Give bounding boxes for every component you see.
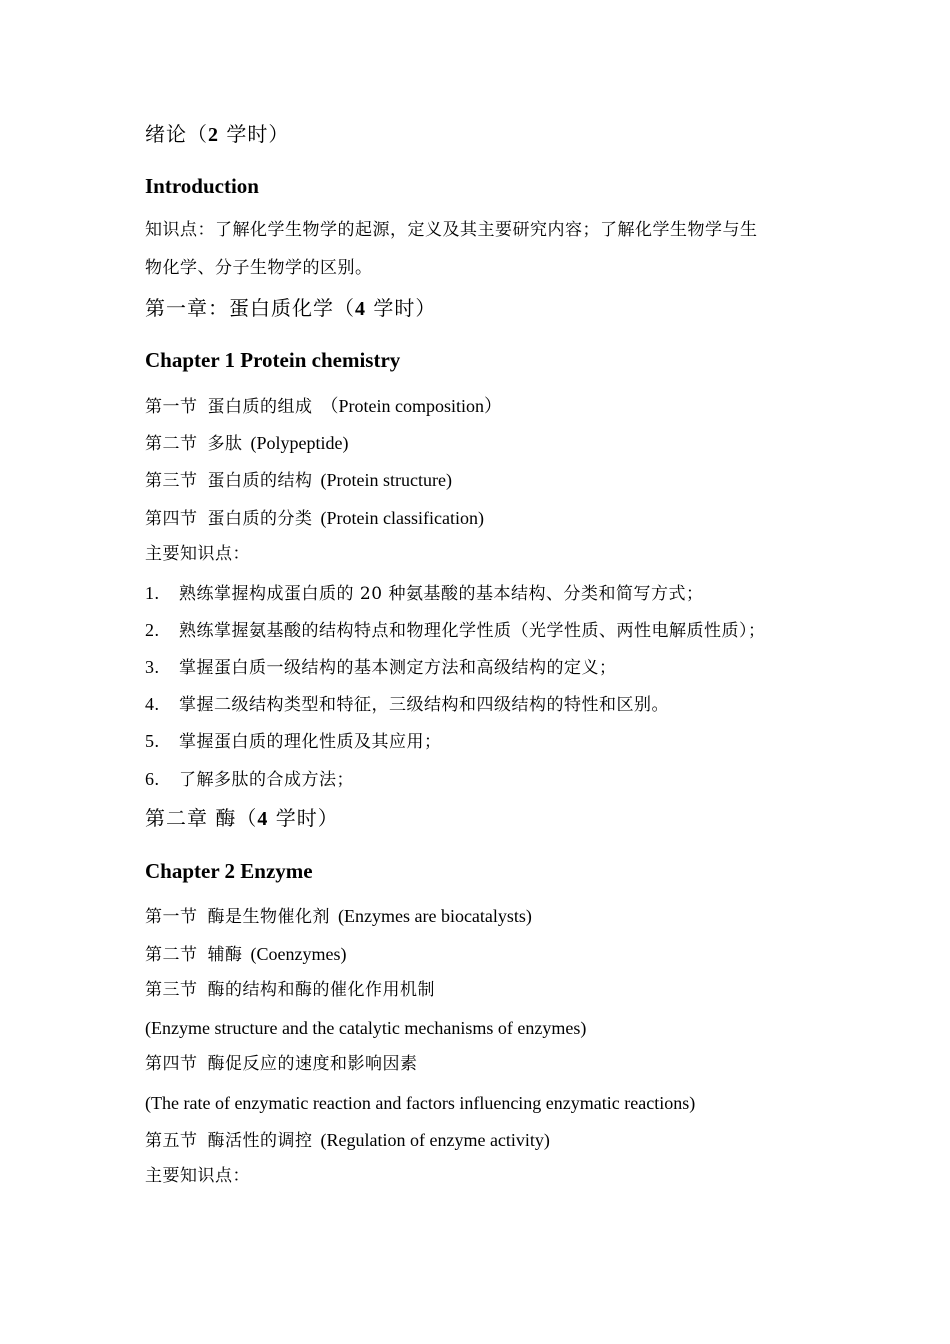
chapter1-key-point-3: 3. 掌握蛋白质一级结构的基本测定方法和高级结构的定义； — [145, 657, 617, 678]
chapter2-section-5: 第五节 酶活性的调控 (Regulation of enzyme activity) — [145, 1130, 550, 1151]
chapter2-heading-cn: 第二章 酶（4 学时） — [145, 806, 339, 830]
chapter1-section-4: 第四节 蛋白质的分类 (Protein classification) — [145, 508, 484, 529]
chapter1-key-points-label: 主要知识点： — [145, 544, 250, 564]
intro-knowledge-line-2: 物化学、分子生物学的区别。 — [145, 258, 373, 278]
chapter1-heading-cn: 第一章：蛋白质化学（4 学时） — [145, 296, 437, 320]
chapter2-key-points-label: 主要知识点： — [145, 1166, 250, 1186]
chapter2-section-2: 第二节 辅酶 (Coenzymes) — [145, 944, 347, 965]
chapter2-heading-en: Chapter 2 Enzyme — [145, 859, 313, 883]
chapter2-section-1: 第一节 酶是生物催化剂 (Enzymes are biocatalysts) — [145, 906, 532, 927]
chapter1-heading-en: Chapter 1 Protein chemistry — [145, 348, 401, 372]
chapter1-key-point-2: 2. 熟练掌握氨基酸的结构特点和物理化学性质（光学性质、两性电解质性质）； — [145, 620, 766, 641]
chapter2-section-3: 第三节 酶的结构和酶的催化作用机制 — [145, 980, 435, 1000]
intro-heading-cn: 绪论（2 学时） — [145, 122, 290, 146]
intro-heading-en: Introduction — [145, 174, 259, 198]
chapter1-section-3: 第三节 蛋白质的结构 (Protein structure) — [145, 470, 452, 491]
chapter2-section-4: 第四节 酶促反应的速度和影响因素 — [145, 1054, 418, 1074]
chapter1-section-1: 第一节 蛋白质的组成 （Protein composition） — [145, 396, 502, 417]
chapter2-section-4-en: (The rate of enzymatic reaction and factors influencing enzymatic reactions) — [145, 1093, 696, 1113]
chapter1-key-point-5: 5. 掌握蛋白质的理化性质及其应用； — [145, 731, 442, 752]
intro-knowledge-line-1: 知识点：了解化学生物学的起源，定义及其主要研究内容；了解化学生物学与生 — [145, 220, 758, 240]
chapter2-section-3-en: (Enzyme structure and the catalytic mechanisms of enzymes) — [145, 1018, 587, 1038]
chapter1-section-2: 第二节 多肽 (Polypeptide) — [145, 433, 349, 454]
chapter1-key-point-6: 6. 了解多肽的合成方法； — [145, 769, 354, 790]
chapter1-key-point-1: 1. 熟练掌握构成蛋白质的 20 种氨基酸的基本结构、分类和简写方式； — [145, 583, 704, 604]
chapter1-key-point-4: 4. 掌握二级结构类型和特征，三级结构和四级结构的特性和区别。 — [145, 694, 669, 715]
